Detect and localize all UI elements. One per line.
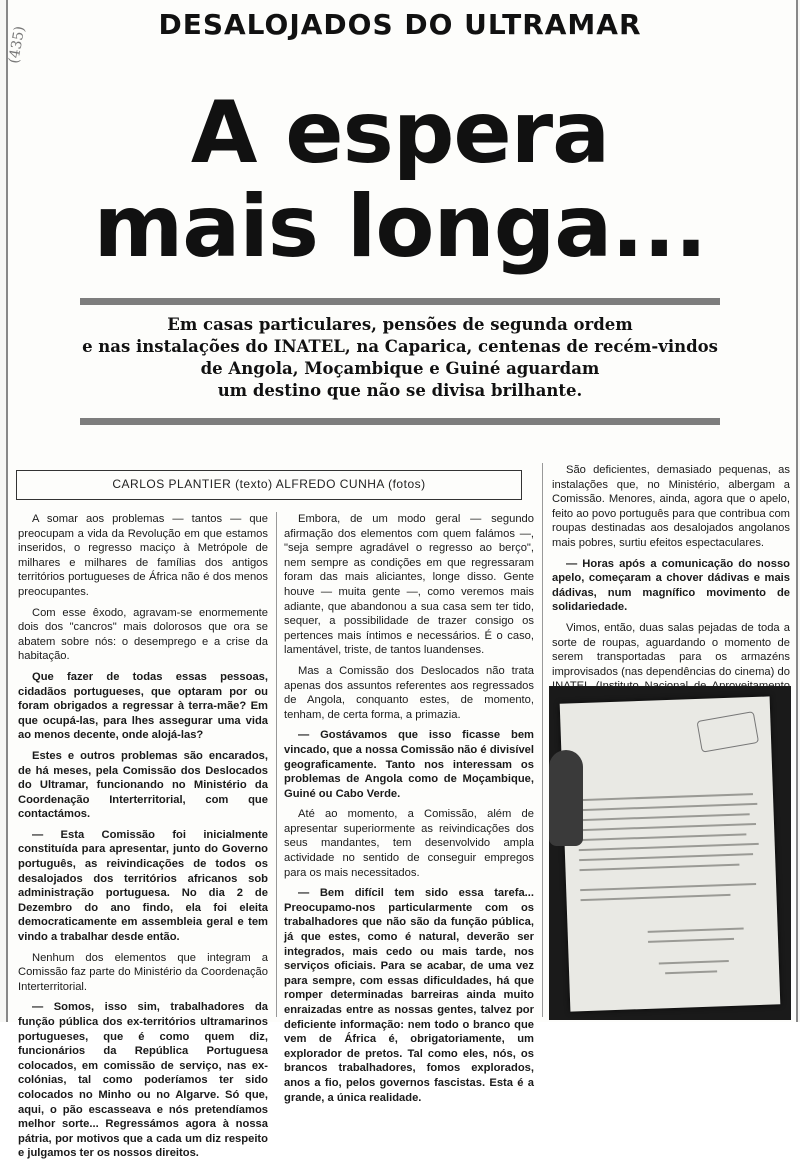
- lead-line: um destino que não se divisa brilhante.: [217, 381, 583, 400]
- document-photo: [549, 686, 791, 1020]
- lead-paragraph: [80, 314, 720, 402]
- doc-text-line: [581, 894, 731, 901]
- doc-text-line: [579, 843, 759, 851]
- doc-text-line: [578, 833, 746, 841]
- headline: [0, 83, 800, 277]
- article-paragraph: Embora, de um modo geral — segundo afirmação dos elementos com quem falámos —, "seja sempre agradável o regresso ao berço", nem sempre as condições em que regressaram foram das mais aliciantes, longe disso. Gente houve — muita gente —, como veremos mais adiante, que abandonou a sua casa sem ter tido, sequer, a possibilidade de trazer consigo os pertences mais íntimos e necessários. É o caso, lamentável, triste, de tantos luandenses.: [284, 513, 534, 657]
- article-paragraph: Com esse êxodo, agravam-se enormemente dois dos "cancros" mais dolorosos que ora se abatem sobre nós: o desemprego e a crise da habitação.: [18, 606, 268, 663]
- doc-text-line: [578, 813, 750, 821]
- article-paragraph: Nenhum dos elementos que integram a Comissão faz parte do Ministério da Coordenação Interterritorial.: [18, 951, 268, 993]
- margin-note: (435): [6, 24, 29, 65]
- stamp-mark: [696, 711, 759, 753]
- doc-text-line: [577, 803, 757, 811]
- article-paragraph: Mas a Comissão dos Deslocados não trata apenas dos assuntos referentes aos regressados de Angola, conquanto estes, de momento, tenham, de certa forma, a primazia.: [284, 664, 534, 721]
- photographed-document: [560, 696, 781, 1011]
- section-kicker: DESALOJADOS DO ULTRAMAR: [158, 8, 642, 41]
- doc-text-line: [659, 960, 729, 964]
- lead-line: e nas instalações do INATEL, na Caparica, centenas de recém-vindos: [82, 337, 718, 356]
- lead-top-rule: [80, 298, 720, 305]
- doc-text-line: [648, 938, 734, 943]
- doc-text-line: [580, 883, 756, 891]
- column-divider: [542, 463, 543, 1017]
- doc-text-line: [577, 793, 753, 801]
- headline-line-1: A espera: [190, 83, 610, 183]
- lead-line: Em casas particulares, pensões de segunda ordem: [167, 315, 633, 334]
- doc-text-line: [648, 927, 744, 932]
- column-divider: [276, 512, 277, 1017]
- hand-silhouette: [549, 750, 583, 846]
- article-paragraph: Estes e outros problemas são encarados, de há meses, pela Comissão dos Deslocados do Ultramar, funcionando no Ministério da Coordenação Interterritorial, com que contactámos.: [18, 749, 268, 821]
- article-paragraph: São deficientes, demasiado pequenas, as instalações que, no Ministério, albergam a Comissão. Menores, ainda, agora que o apelo, feito ao povo português para que contribua com roupas destinadas aos desalojados angolanos mais pobres, surtiu efeitos espectaculares.: [552, 464, 790, 549]
- article-paragraph: Que fazer de todas essas pessoas, cidadãos portugueses, que optaram por ou foram obrigados a regressar à terra-mãe? Em que ocupá-las, para lhes assegurar uma vida ao menos decente, onde alojá-las?: [18, 670, 268, 742]
- article-paragraph: — Bem difícil tem sido essa tarefa... Preocupamo-nos particularmente com os trabalhadores que não são da função pública, já que estes, como é natural, deverão ser integrados, mais cedo ou mais tarde, nos serviços oficiais. Para se acabar, de uma vez para sempre, com essas dificuldades, há que romper determinadas barreiras ainda muito enraizadas entre as nossas gentes, talvez por deficiente informação: nem todo o branco que vem de África é, obrigatoriamente, um explorador de pretos. Tal como eles, nós, os brancos trabalhadores, fomos explorados, anos a fio, pelos governos fascistas. Esta é a grande, a única realidade.: [284, 887, 534, 1104]
- byline-box: CARLOS PLANTIER (texto) ALFREDO CUNHA (fotos): [16, 470, 522, 500]
- article-paragraph: Até ao momento, a Comissão, além de apresentar superiormente as reivindicações dos seus mandantes, tem desenvolvido ampla actividade no sentido de conseguir empregos para os mais necessitados.: [284, 808, 534, 879]
- article-paragraph: Vimos, então, duas salas pejadas de toda a sorte de roupas, aguardando o momento de serem transportadas para os armazéns improvisados (nas dependências do cinema) do: [552, 621, 790, 678]
- article-column-1: [18, 512, 268, 1167]
- article-paragraph: — Horas após a comunicação do nosso apelo, começaram a chover dádivas e mais dádivas, num magnífico movimento de solidariedade.: [552, 557, 790, 614]
- lead-bottom-rule: [80, 418, 720, 425]
- headline-line-2: mais longa...: [93, 177, 707, 277]
- article-paragraph: — Gostávamos que isso ficasse bem vincado, que a nossa Comissão não é divisível geograficamente. Tanto nos interessam os problemas de Angola como de Moçambique, Guiné ou Cabo Verde.: [284, 729, 534, 800]
- article-paragraph: A somar aos problemas — tantos — que preocupam a vida da Revolução em que estamos inseridos, o regresso maciço à Metrópole de milhares e milhares de famílias dos antigos territórios portugueses de África não é dos menos preocupantes.: [18, 513, 268, 598]
- article-column-3: [552, 463, 790, 715]
- lead-line: de Angola, Moçambique e Guiné aguardam: [200, 359, 600, 378]
- article-paragraph: — Somos, isso sim, trabalhadores da função pública dos ex-territórios ultramarinos portugueses, que é como quem diz, funcionários da República Portuguesa colocados, em comissão de serviço, nas ex-colónias, tal como poderíamos ter sido colocados no Minho ou no Algarve. Só que, aqui, o pão escasseava e nós pretendíamos melhor sorte... Regressámos agora à nossa pátria, por motivos que a cada um diz respeito e julgamos ter os nossos direitos.: [18, 1001, 268, 1160]
- doc-text-line: [665, 970, 717, 974]
- article-paragraph: — Esta Comissão foi inicialmente constituída para apresentar, junto do Governo português, as reivindicações de todos os desalojados dos territórios africanos sob administração portuguesa. No dia 2 de Dezembro do ano findo, ela foi eleita democraticamente em assembleia geral e tem vindo a trabalhar desde então.: [18, 828, 268, 944]
- article-column-2: [284, 512, 534, 1111]
- doc-text-line: [578, 823, 756, 831]
- doc-text-line: [579, 864, 739, 872]
- doc-text-line: [579, 853, 753, 861]
